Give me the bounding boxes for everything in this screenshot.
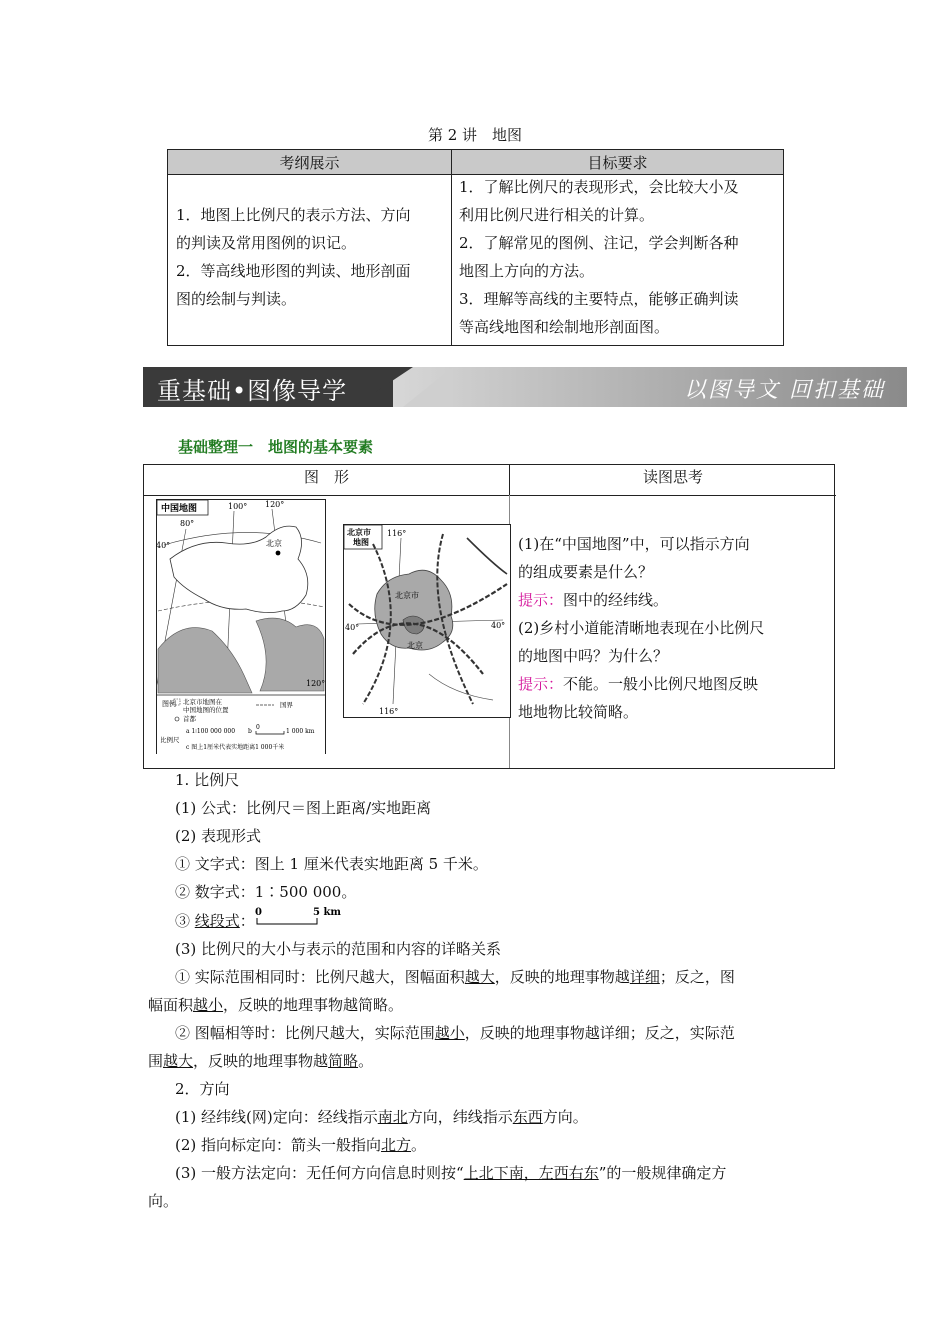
beijing-region	[375, 570, 453, 650]
question-line: (1)在“中国地图”中，可以指示方向	[518, 535, 750, 553]
china-lat-label: 40°	[156, 541, 171, 550]
underlined-term: 东西	[512, 1108, 543, 1126]
list-marker: ③	[175, 912, 195, 930]
body-line: (3) 比例尺的大小与表示的范围和内容的详略关系	[175, 940, 502, 958]
beijing-map	[343, 524, 511, 718]
china-map-title: 中国地图	[161, 504, 198, 514]
body-line	[148, 991, 808, 1019]
scale-a: a 1∶100 000 000	[186, 728, 236, 735]
capital-marker	[276, 551, 281, 556]
objectives-col2-header: 目标要求	[587, 154, 648, 172]
underlined-term: 越大	[163, 1052, 194, 1070]
figure-col2-header: 读图思考	[509, 465, 836, 496]
scale-c: c 图上1厘米代表实地距离1 000千米	[186, 744, 285, 751]
text: (1) 经纬线(网)定向：经线指示	[175, 1108, 378, 1126]
text: ，反映的地理事物越	[494, 968, 630, 986]
underlined-term: 线段式	[194, 912, 240, 930]
answer-text: 不能。一般小比例尺地图反映	[563, 675, 759, 693]
legend-item: 首都	[183, 715, 196, 723]
underlined-term: 越小	[434, 1024, 465, 1042]
body-line: 向。	[148, 1192, 179, 1210]
beijing-map-title: 北京市	[347, 528, 371, 537]
china-lon-label: 100°	[228, 502, 248, 511]
answer-line: 地地物比较简略。	[518, 703, 639, 721]
objective-line: 等高线地图和绘制地形剖面图。	[459, 318, 670, 336]
china-lon-label: 80°	[180, 519, 195, 528]
body-content	[148, 766, 808, 1215]
underlined-term: 详细	[629, 968, 660, 986]
text: ，反映的地理事物越详细；反之，实际范	[464, 1024, 735, 1042]
answer-line	[518, 670, 823, 698]
body-line: (2) 表现形式	[175, 827, 262, 845]
reading-questions	[518, 530, 823, 726]
text: ，反映的地理事物越简略。	[223, 996, 404, 1014]
section-banner	[143, 367, 907, 407]
figure-table	[143, 464, 835, 769]
objective-line: 地图上方向的方法。	[459, 262, 595, 280]
hint-label: 提示：	[518, 675, 564, 693]
china-map	[156, 499, 326, 754]
beijing-city-label: 北京市	[395, 591, 419, 600]
body-line	[148, 1103, 808, 1131]
legend-item: 北京市地图在	[183, 698, 222, 706]
objectives-right-cell	[459, 173, 781, 341]
objective-line: 2．等高线地形图的判读、地形剖面	[176, 262, 411, 280]
objective-line: 2．了解常见的图例、注记，学会判断各种	[459, 234, 739, 252]
banner-left-title: 重基础•图像导学	[157, 377, 348, 405]
colon: ：	[239, 912, 255, 930]
text: ；反之，图	[659, 968, 735, 986]
beijing-lon-label: 116°	[379, 707, 399, 716]
text: 幅面积	[148, 996, 194, 1014]
body-line: ② 数字式：1∶500 000。	[175, 883, 357, 901]
scale-label: 比例尺	[160, 736, 180, 744]
scale-b-label: b	[248, 728, 252, 735]
body-line	[148, 1047, 808, 1075]
text: (2) 指向标定向：箭头一般指向	[175, 1136, 382, 1154]
text: ”的一般规律确定方	[598, 1164, 727, 1182]
section-heading: 基础整理一 地图的基本要素	[178, 438, 374, 456]
underlined-term: 越大	[464, 968, 495, 986]
underlined-term: 越小	[193, 996, 224, 1014]
objective-line: 图的绘制与判读。	[176, 290, 297, 308]
banner-right-slogan: 以图导文 回扣基础	[684, 378, 885, 403]
objective-line: 的判读及常用图例的识记。	[176, 234, 357, 252]
china-lon-label: 120°	[265, 500, 285, 509]
text: 。	[411, 1136, 427, 1154]
section-scale-title: 1. 比例尺	[175, 771, 240, 789]
answer-line	[518, 586, 823, 614]
objectives-left-cell	[176, 201, 446, 313]
objectives-divider	[451, 150, 452, 345]
beijing-lon-label: 116°	[387, 529, 407, 538]
legend-label: 图例	[162, 700, 176, 708]
underlined-term: 北方	[381, 1136, 412, 1154]
legend-item: 国界	[280, 701, 293, 709]
section-direction-title: 2．方向	[175, 1080, 230, 1098]
text: ① 实际范围相同时：比例尺越大，图幅面积	[175, 968, 465, 986]
legend-item: 中国地图的位置	[183, 706, 229, 714]
linear-scale-bar	[255, 906, 343, 928]
beijing-lat-label: 40°	[491, 621, 506, 630]
text: 方向。	[542, 1108, 588, 1126]
figure-col1-header: 图 形	[144, 465, 509, 496]
china-lon-label: 120°	[306, 679, 326, 688]
objectives-table	[167, 149, 784, 346]
objective-line: 1．地图上比例尺的表示方法、方向	[176, 206, 411, 224]
question-line: (2)乡村小道能清晰地表现在小比例尺	[518, 619, 765, 637]
scale-b-zero: 0	[256, 724, 260, 731]
text: 方向，纬线指示	[407, 1108, 513, 1126]
objective-line: 利用比例尺进行相关的计算。	[459, 206, 655, 224]
answer-text: 图中的经纬线。	[563, 591, 669, 609]
body-line-linear-scale	[148, 906, 808, 935]
objectives-header-row	[168, 150, 783, 175]
body-line	[148, 1131, 808, 1159]
question-line: 的地图中吗？为什么？	[518, 647, 669, 665]
text: ② 图幅相等时：比例尺越大，实际范围	[175, 1024, 435, 1042]
body-line: (1) 公式：比例尺＝图上距离/实地距离	[175, 799, 432, 817]
text: 。	[358, 1052, 374, 1070]
scale-zero: 0	[254, 907, 262, 918]
beijing-map-title: 地图	[353, 538, 369, 547]
objective-line: 1．了解比例尺的表现形式，会比较大小及	[459, 178, 739, 196]
body-line: ① 文字式：图上 1 厘米代表实地距离 5 千米。	[175, 855, 488, 873]
underlined-term: 南北	[377, 1108, 408, 1126]
beijing-city-label: 北京	[407, 641, 423, 650]
page-title: 第 2 讲 地图	[427, 126, 523, 144]
banner-slant-dark	[353, 367, 413, 407]
underlined-term: 上北下南，左西右东	[463, 1164, 599, 1182]
scale-b-max: 1 000 km	[286, 728, 315, 735]
body-line	[148, 1159, 808, 1187]
scale-five-km: 5 km	[312, 907, 341, 918]
text: (3) 一般方法定向：无任何方向信息时则按“	[175, 1164, 464, 1182]
hint-label: 提示：	[518, 591, 564, 609]
capital-label: 北京	[266, 539, 282, 548]
question-line: 的组成要素是什么？	[518, 563, 654, 581]
text: ，反映的地理事物越	[193, 1052, 329, 1070]
objectives-col1-header: 考纲展示	[279, 154, 340, 172]
body-line	[148, 963, 808, 991]
objective-line: 3．理解等高线的主要特点，能够正确判读	[459, 290, 739, 308]
beijing-lat-label: 40°	[345, 623, 360, 632]
text: 围	[148, 1052, 164, 1070]
body-line	[148, 1019, 808, 1047]
underlined-term: 简略	[328, 1052, 359, 1070]
